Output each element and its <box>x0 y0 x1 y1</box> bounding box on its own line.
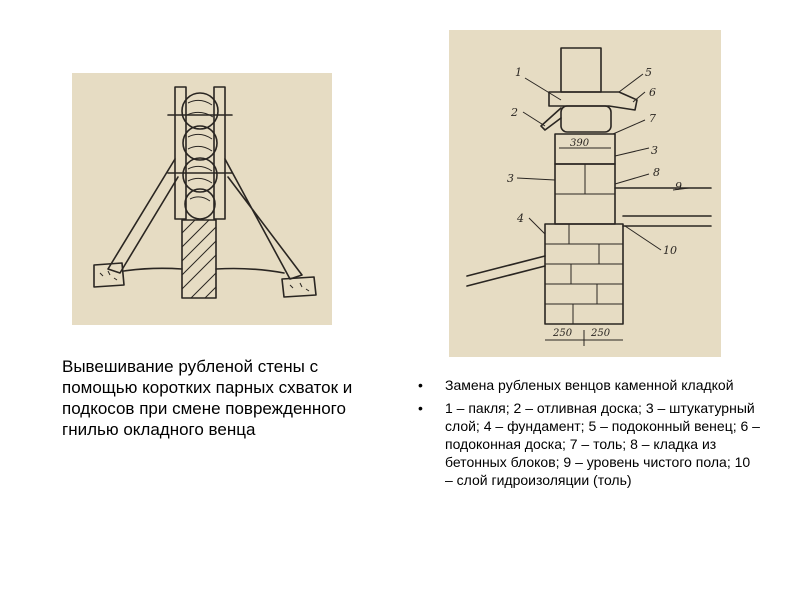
log <box>183 126 217 160</box>
legend-parts: 1 – пакля; 2 – отливная доска; 3 – штукатурный слой; 4 – фундамент; 5 – подоконный венец; 6 – подоконная доска; 7 – толь; 8 – кладка из бетонных блоков; 9 – уровень чистого пола; 10 – слой гидроизоляции (толь) <box>445 400 760 488</box>
label-9: 9 <box>675 180 682 193</box>
right-block <box>282 277 316 297</box>
ground-right <box>623 216 711 226</box>
label-7: 7 <box>649 112 656 125</box>
right-figure-legend <box>416 376 761 494</box>
right-clamp <box>214 87 225 219</box>
log <box>185 189 215 219</box>
wall-above <box>561 48 601 92</box>
dimension-bottom-right: 250 <box>591 328 611 339</box>
bullet-icon: • <box>418 377 423 393</box>
post-hatch <box>182 220 216 298</box>
drip-board <box>541 108 561 130</box>
sill-crown <box>561 106 611 132</box>
left-strut <box>108 159 178 273</box>
left-clamp <box>175 87 186 219</box>
right-strut <box>225 159 302 279</box>
bullet-icon: • <box>418 400 423 416</box>
dimension-bottom-left: 250 <box>553 328 573 339</box>
block-hatch <box>100 271 309 291</box>
legend-parts-item <box>416 399 761 489</box>
log-wall-support-drawing <box>72 73 332 325</box>
log <box>183 158 217 192</box>
masonry-replacement-drawing <box>449 30 721 357</box>
log-wall-support-sketch <box>72 73 332 325</box>
left-figure-caption: Вывешивание рубленой стены с помощью коротких парных схваток и подкосов при смене поврежденного гнилью окладного венца <box>62 357 353 439</box>
masonry-replacement-sketch <box>449 30 721 357</box>
foundation-joints <box>545 224 623 324</box>
log <box>182 93 218 129</box>
label-3-left: 3 <box>507 172 514 185</box>
ground-left <box>467 256 545 286</box>
label-2: 2 <box>511 106 518 119</box>
label-4: 4 <box>517 212 524 225</box>
ground-line <box>124 268 284 273</box>
label-5: 5 <box>645 66 652 79</box>
label-3-right: 3 <box>651 144 658 157</box>
legend-title: Замена рубленых венцов каменной кладкой <box>445 377 734 393</box>
label-8: 8 <box>653 166 660 179</box>
label-10: 10 <box>663 244 677 257</box>
foundation <box>545 224 623 324</box>
legend-title-item <box>416 376 761 394</box>
label-6: 6 <box>649 86 656 99</box>
dimension-top: 390 <box>570 138 590 149</box>
label-1: 1 <box>515 66 522 79</box>
